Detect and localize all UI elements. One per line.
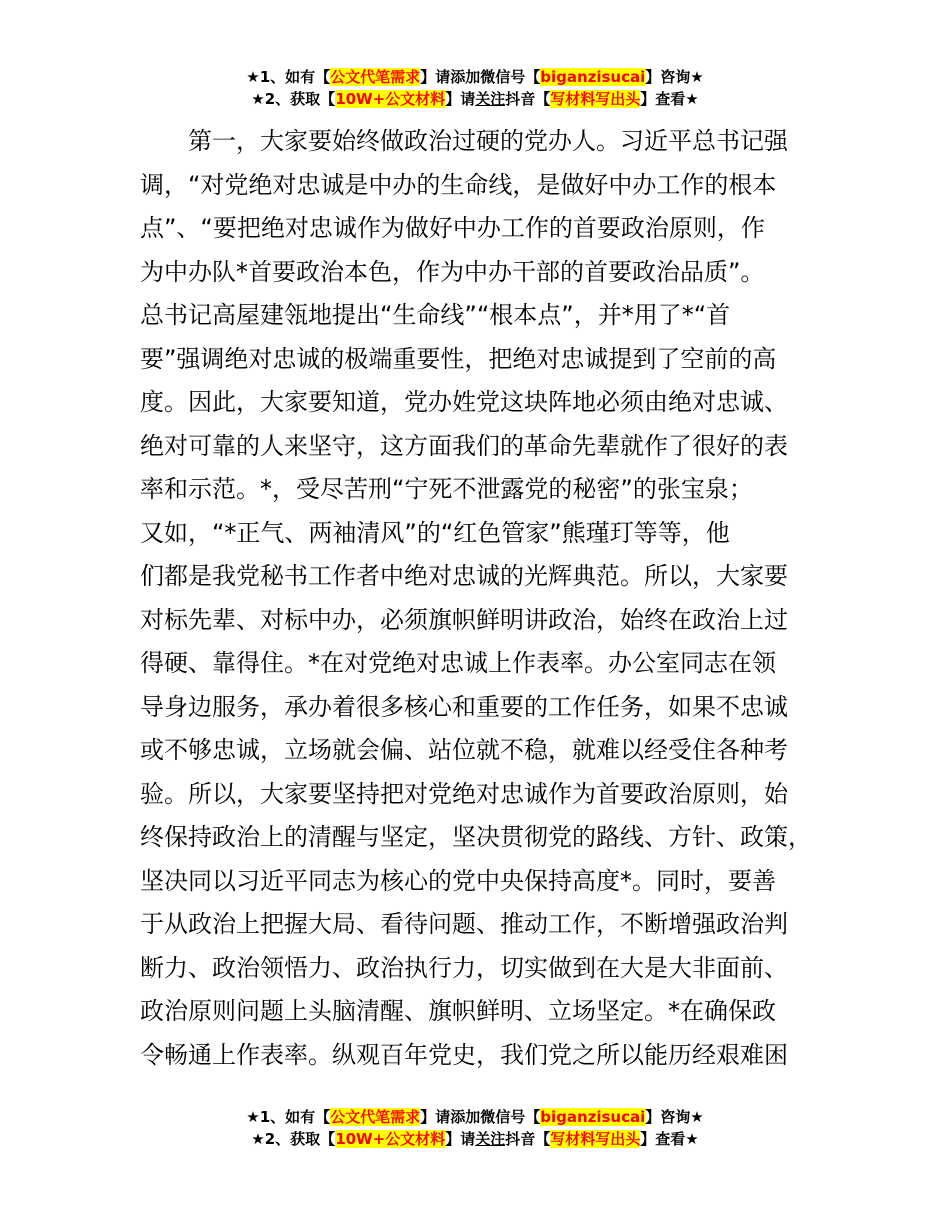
header-highlight-materials: 10W+公文材料 — [335, 90, 446, 108]
body-line: 坚决同以习近平同志为核心的党中央保持高度*。同时，要善 — [140, 866, 776, 895]
header-highlight-wechat-id: biganzisucai — [540, 68, 646, 86]
header-line-2-suffix: 】查看★ — [640, 90, 699, 108]
body-line: 们都是我党秘书工作者中绝对忠诚的光辉典范。所以，大家要 — [140, 562, 788, 590]
header-line-2-douyin: 抖音【 — [505, 90, 551, 108]
body-line: 政治原则问题上头脑清醒、旗帜鲜明、立场坚定。*在确保政 — [140, 997, 776, 1025]
header-line-1-mid: 】请添加微信号【 — [420, 68, 541, 86]
body-line: 又如，“*正气、两袖清风”的“红色管家”熊瑾玎等等，他 — [140, 518, 730, 547]
body-line: 断力、政治领悟力、政治执行力，切实做到在大是大非面前、 — [140, 953, 788, 982]
body-line: 为中办队*首要政治本色，作为中办干部的首要政治品质”。 — [140, 257, 765, 286]
footer-line-2-douyin: 抖音【 — [505, 1130, 551, 1148]
body-line: 导身边服务，承办着很多核心和重要的工作任务，如果不忠诚 — [140, 692, 788, 721]
footer-line-2-prefix: ★2、获取【 — [251, 1130, 336, 1148]
body-line: 于从政治上把握大局、看待问题、推动工作，不断增强政治判 — [140, 910, 788, 938]
footer-highlight-ghostwriting: 公文代笔需求 — [330, 1108, 421, 1126]
header-line-1-suffix: 】咨询★ — [645, 68, 704, 86]
document-body — [140, 120, 830, 1077]
header-line-2-mid: 】请 — [445, 90, 476, 108]
header-banner — [0, 66, 950, 110]
body-line: 令畅通上作表率。纵观百年党史，我们党之所以能历经艰难困 — [140, 1040, 788, 1069]
header-line-2 — [0, 88, 950, 110]
body-line: 度。因此，大家要知道，党办姓党这块阵地必须由绝对忠诚、 — [140, 388, 788, 416]
header-line-1 — [0, 66, 950, 88]
footer-line-2 — [0, 1128, 950, 1150]
footer-highlight-wechat-id: biganzisucai — [540, 1108, 646, 1126]
header-line-2-prefix: ★2、获取【 — [251, 90, 336, 108]
footer-line-1-suffix: 】咨询★ — [645, 1108, 704, 1126]
header-line-1-prefix: ★1、如有【 — [246, 68, 331, 86]
body-line: 绝对可靠的人来坚守，这方面我们的革命先辈就作了很好的表 — [140, 431, 788, 460]
body-line: 点”、“要把绝对忠诚作为做好中办工作的首要政治原则，作 — [140, 214, 765, 242]
header-highlight-ghostwriting: 公文代笔需求 — [330, 68, 421, 86]
body-line: 率和示范。*，受尽苦刑“宁死不泄露党的秘密”的张宝泉； — [140, 475, 753, 503]
footer-line-1-mid: 】请添加微信号【 — [420, 1108, 541, 1126]
footer-line-2-suffix: 】查看★ — [640, 1130, 699, 1148]
body-line: 总书记高屋建瓴地提出“生命线”“根本点”，并*用了*“首 — [140, 301, 731, 329]
footer-line-1 — [0, 1106, 950, 1128]
footer-highlight-materials: 10W+公文材料 — [335, 1130, 446, 1148]
body-line: 对标先辈、对标中办，必须旗帜鲜明讲政治，始终在政治上过 — [140, 605, 788, 634]
header-underline-follow: 关注 — [475, 90, 506, 108]
body-line: 得硬、靠得住。*在对党绝对忠诚上作表率。办公室同志在领 — [140, 649, 776, 677]
header-highlight-douyin-account: 写材料写出头 — [550, 90, 641, 108]
footer-banner — [0, 1106, 950, 1150]
body-line: 或不够忠诚，立场就会偏、站位就不稳，就难以经受住各种考 — [140, 736, 788, 764]
body-line: 调，“对党绝对忠诚是中办的生命线，是做好中办工作的根本 — [140, 170, 777, 199]
footer-underline-follow: 关注 — [475, 1130, 506, 1148]
body-line: 终保持政治上的清醒与坚定，坚决贯彻党的路线、方针、政策， — [140, 823, 812, 851]
body-line: 第一，大家要始终做政治过硬的党办人。习近平总书记强 — [140, 127, 788, 155]
footer-line-2-mid: 】请 — [445, 1130, 476, 1148]
body-line: 要”强调绝对忠诚的极端重要性，把绝对忠诚提到了空前的高 — [140, 344, 777, 373]
footer-highlight-douyin-account: 写材料写出头 — [550, 1130, 641, 1148]
footer-line-1-prefix: ★1、如有【 — [246, 1108, 331, 1126]
body-line: 验。所以，大家要坚持把对党绝对忠诚作为首要政治原则，始 — [140, 779, 788, 808]
